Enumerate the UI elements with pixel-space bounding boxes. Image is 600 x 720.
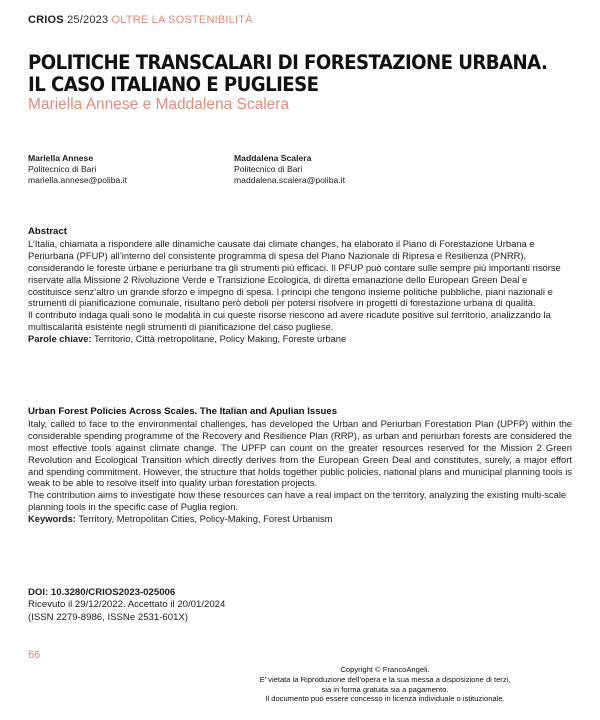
- author-affiliation: [234, 153, 345, 187]
- running-header: [28, 14, 253, 26]
- keywords: Territorio, Città metropolitane, Policy Making, Foreste urbane: [94, 333, 347, 345]
- keywords-label: Parole chiave:: [28, 333, 92, 345]
- title-line-1: POLITICHE TRANSCALARI DI FORESTAZIONE URBANA.: [28, 51, 548, 74]
- doi: DOI: 10.3280/CRIOS2023-025006: [28, 587, 176, 598]
- copyright-line: Il documento può essere concesso in licenza individuale o istituzionale.: [265, 694, 505, 704]
- abstract-italian: [28, 226, 572, 345]
- received-date: Ricevuto il 29/12/2022. Accettato il 20/01/2024: [28, 599, 226, 611]
- author-institution: Politecnico di Bari: [234, 164, 303, 175]
- author-name: Maddalena Scalera: [234, 153, 312, 163]
- issue-number: 25/2023: [67, 14, 109, 26]
- abstract-english: [28, 406, 572, 525]
- copyright-line: Copyright © FrancoAngeli.: [340, 665, 430, 674]
- doi-block: [28, 587, 225, 624]
- copyright-notice: [190, 665, 580, 704]
- journal-name: CRIOS: [28, 14, 64, 26]
- section-name: OLTRE LA SOSTENIBILITÀ: [111, 14, 253, 26]
- abstract-heading: Abstract: [28, 226, 67, 237]
- author-email: maddalena.scalera@poliba.it: [234, 175, 345, 186]
- page-number: 66: [28, 649, 41, 661]
- abstract-paragraph: Italy, called to face to the environmental challenges, has developed the Urban and Periurban Forestation Plan (UPFP) within the considerable spending programme of the Recovery and Resilience Plan (RRP), as urban and periurban forests are considered the most effective tools against climate change. The UPFP can count on the greater resources reserved for the Mission 2 Green Revolution and Ecological Transition which directly derives from the European Green Deal and constitutes, surely, a major effort and spending commitment. However, the structure that holds together public policies, national plans and municipal planning tools is weak to be able to resolve itself into quality urban forestation projects.: [28, 417, 572, 489]
- keywords: Territory, Metropolitan Cities, Policy-Making, Forest Urbanism: [78, 513, 333, 525]
- authors-line: Mariella Annese e Maddalena Scalera: [28, 96, 290, 113]
- abstract-heading: Urban Forest Policies Across Scales. The Italian and Apulian Issues: [28, 406, 338, 417]
- keywords-line: [28, 333, 572, 345]
- title-line-2: IL CASO ITALIANO E PUGLIESE: [28, 73, 319, 96]
- copyright-line: E’ vietata la Riproduzione dell’opera e la sua messa a disposizione di terzi,: [259, 674, 511, 684]
- issn: (ISSN 2279-8986, ISSNe 2531-601X): [28, 611, 188, 623]
- abstract-paragraph: L’Italia, chiamata a rispondere alle dinamiche causate dai climate changes, ha elaborato il Piano di Forestazione Urbana e Periurbana (PFUP) all’interno del consistente programma di spesa del Piano Nazionale di Ripresa e Resilienza (PNRR), considerando le foreste urbane e periurbane tra gli strumenti più efficaci. Il PFUP può contare sulle sempre più importanti risorse riservate alla Missione 2 Rivoluzione Verde e Transizione Ecologica, di diretta emanazione dello European Green Deal e costituisce senz’altro un grande sforzo e impegno di spesa. I principi che tengono insieme politiche pubbliche, piani nazionali e strumenti di pianificazione comunale, risultano però deboli per potersi risolvere in progetti di forestazione urbana di qualità.: [28, 237, 561, 309]
- copyright-line: sia in forma gratuita sia a pagamento.: [321, 684, 449, 694]
- author-institution: Politecnico di Bari: [28, 164, 97, 175]
- author-affiliation: [28, 153, 127, 187]
- abstract-paragraph: Il contributo indaga quali sono le modalità in cui queste risorse riescono ad avere ricadute positive sul territorio, analizzando la multiscalarità esistente negli strumenti di pianificazione del caso pugliese.: [28, 309, 551, 333]
- abstract-paragraph: The contribution aims to investigate how these resources can have a real impact on the territory, analyzing the existing multi-scale planning tools in the specific case of Puglia region.: [28, 489, 567, 513]
- author-email: mariella.annese@poliba.it: [28, 175, 128, 186]
- keywords-line: [28, 513, 572, 525]
- author-name: Mariella Annese: [28, 153, 94, 163]
- article-title: [28, 52, 549, 96]
- keywords-label: Keywords:: [28, 513, 76, 525]
